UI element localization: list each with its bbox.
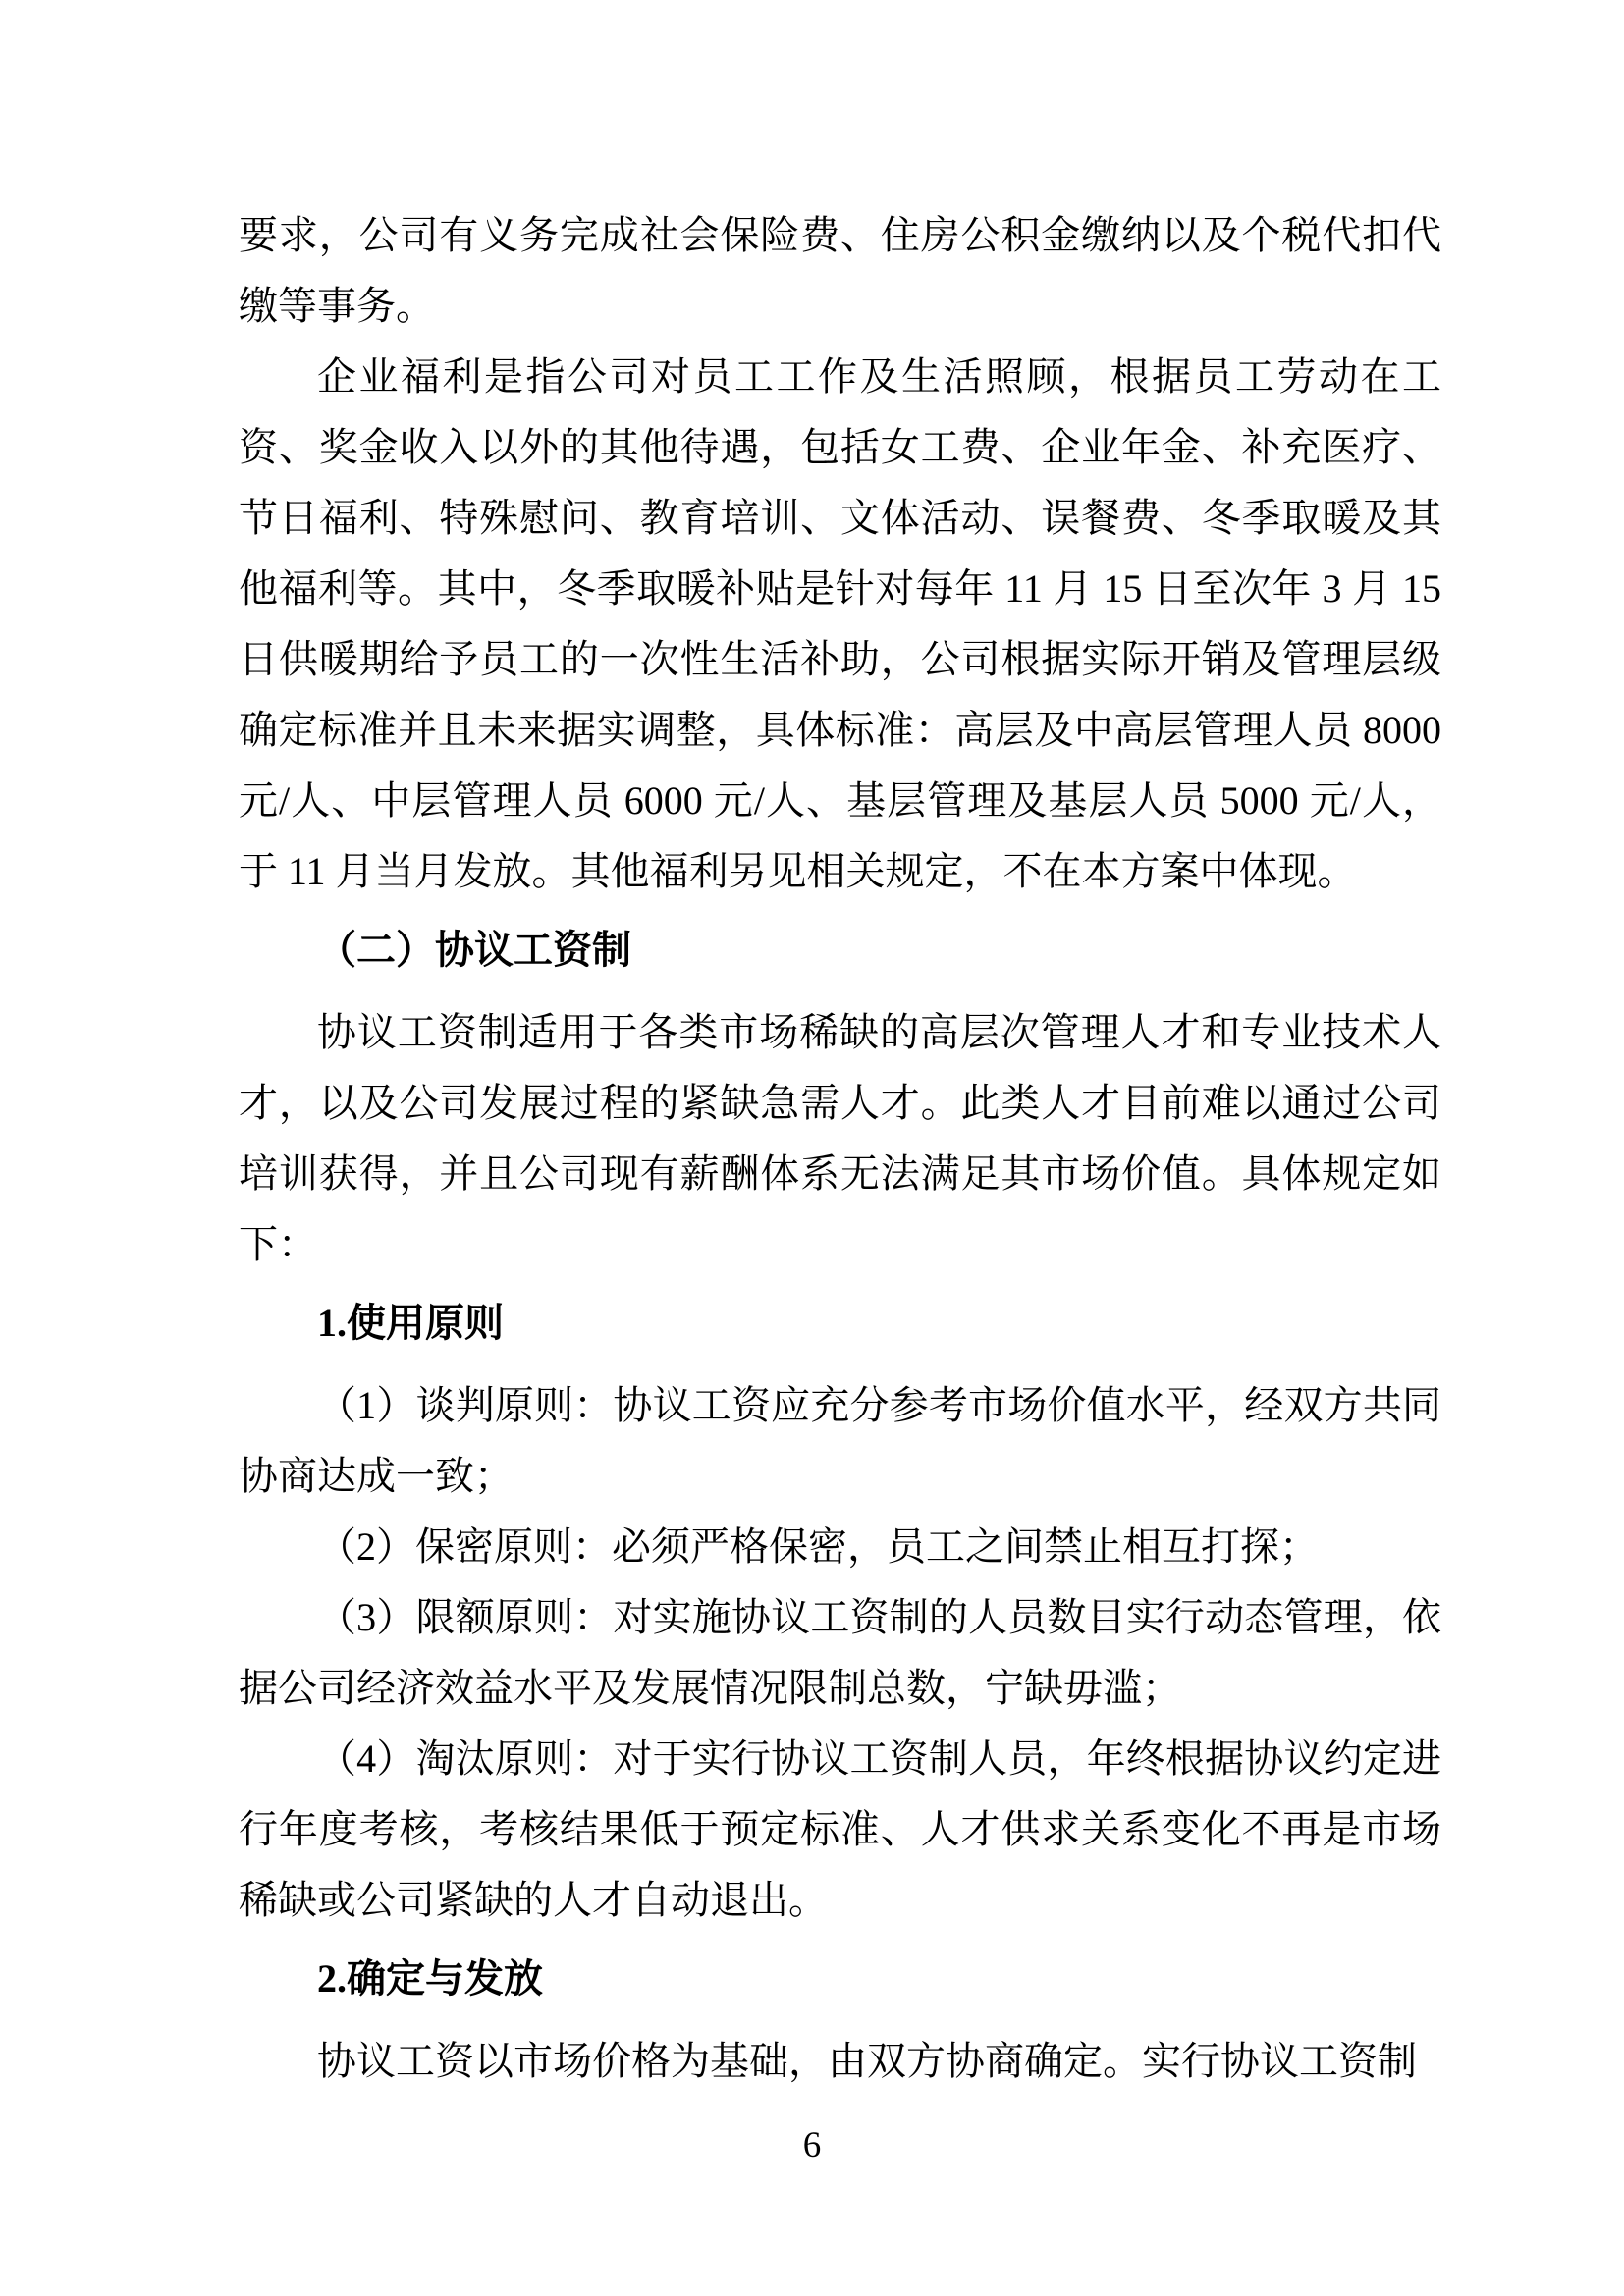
paragraph-principle-4-elimination: （4）淘汰原则：对于实行协议工资制人员，年终根据协议约定进行年度考核，考核结果低于预定标准、人才供求关系变化不再是市场稀缺或公司紧缺的人才自动退出。	[239, 1736, 1441, 1922]
subsection-heading-usage-principles: 1.使用原则	[317, 1301, 504, 1345]
page-number: 6	[802, 2125, 822, 2165]
paragraph-principle-1-negotiation: （1）谈判原则：协议工资应充分参考市场价值水平，经双方共同协商达成一致；	[239, 1383, 1441, 1498]
paragraph-principle-2-confidentiality: （2）保密原则：必须严格保密，员工之间禁止相互打探；	[317, 1524, 1319, 1569]
document-page-body	[239, 200, 1441, 2097]
section-heading-agreement-wage: （二）协议工资制	[317, 928, 631, 972]
paragraph-determination-intro: 协议工资以市场价格为基础，由双方协商确定。实行协议工资制	[317, 2039, 1417, 2083]
subsection-heading-determination-payment: 2.确定与发放	[317, 1956, 543, 2001]
paragraph-agreement-wage-intro: 协议工资制适用于各类市场稀缺的高层次管理人才和专业技术人才，以及公司发展过程的紧缺急需人才。此类人才目前难以通过公司培训获得，并且公司现有薪酬体系无法满足其市场价值。具体规定如下：	[239, 1010, 1441, 1266]
paragraph-principle-3-quota: （3）限额原则：对实施协议工资制的人员数目实行动态管理，依据公司经济效益水平及发展情况限制总数，宁缺毋滥；	[239, 1595, 1441, 1710]
paragraph-enterprise-welfare: 企业福利是指公司对员工工作及生活照顾，根据员工劳动在工资、奖金收入以外的其他待遇，包括女工费、企业年金、补充医疗、节日福利、特殊慰问、教育培训、文体活动、误餐费、冬季取暖及其他福利等。其中，冬季取暖补贴是针对每年 11 月 15 日至次年 3 月 15 日供暖期给予员工的一次性生活补助，公司根据实际开销及管理层级确定标准并且未来据实调整，具体标准：高层及中高层管理人员 8000 元/人、中层管理人员 6000 元/人、基层管理及基层人员 5000 元/人，于 11 月当月发放。其他福利另见相关规定，不在本方案中体现。	[239, 354, 1441, 893]
paragraph-continuation: 要求，公司有义务完成社会保险费、住房公积金缴纳以及个税代扣代缴等事务。	[239, 213, 1441, 328]
